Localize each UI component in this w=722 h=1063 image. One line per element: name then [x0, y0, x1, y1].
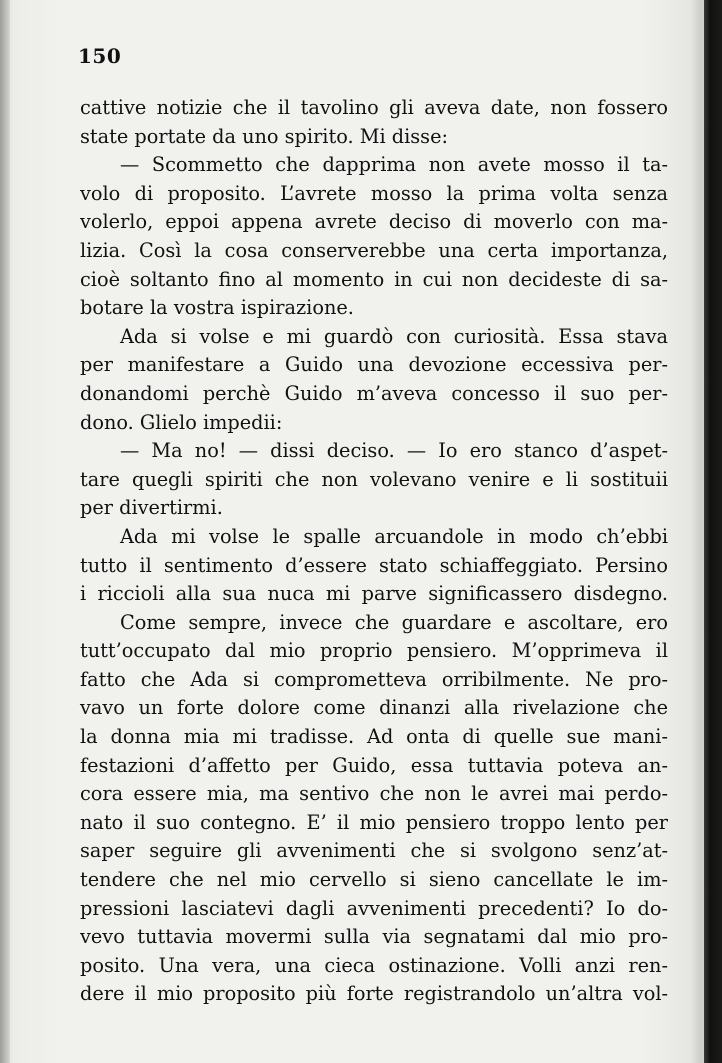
text-line: pressioni lasciatevi dagli avvenimenti precedenti? Io do-: [80, 896, 668, 920]
text-line: Ada si volse e mi guardò con curiosità. Essa stava: [120, 324, 668, 348]
page-number: 150: [78, 44, 122, 68]
text-line: per divertirmi.: [80, 496, 223, 520]
text-line: donandomi perchè Guido m’aveva concesso il suo per-: [80, 381, 668, 405]
page-edge: [704, 0, 722, 1063]
text-line: per manifestare a Guido una devozione eccessiva per-: [80, 353, 668, 377]
text-line: volerlo, eppoi appena avrete deciso di moverlo con ma-: [80, 210, 668, 234]
text-line: lizia. Così la cosa conserverebbe una certa importanza,: [80, 238, 668, 262]
text-line: Ada mi volse le spalle arcuandole in modo ch’ebbi: [120, 524, 668, 548]
text-line: i riccioli alla sua nuca mi parve significassero disdegno.: [80, 582, 668, 606]
text-line: state portate da uno spirito. Mi disse:: [80, 124, 448, 148]
text-line: tutt’occupato dal mio proprio pensiero. M’opprimeva il: [80, 639, 668, 663]
text-line: Come sempre, invece che guardare e ascoltare, ero: [120, 610, 668, 634]
text-line: festazioni d’affetto per Guido, essa tuttavia poteva an-: [80, 753, 668, 777]
text-line: dere il mio proposito più forte registrandolo un’altra vol-: [80, 982, 668, 1006]
text-line: cora essere mia, ma sentivo che non le avrei mai perdo-: [80, 782, 668, 806]
text-line: botare la vostra ispirazione.: [80, 296, 354, 320]
text-line: la donna mia mi tradisse. Ad onta di quelle sue mani-: [80, 725, 668, 749]
text-line: dono. Glielo impedii:: [80, 410, 283, 434]
text-line: cioè soltanto fino al momento in cui non decideste di sa-: [80, 267, 668, 291]
text-line: saper seguire gli avvenimenti che si svolgono senz’at-: [80, 839, 668, 863]
text-line: nato il suo contegno. E’ il mio pensiero troppo lento per: [80, 810, 668, 834]
text-line: volo di proposito. L’avrete mosso la prima volta senza: [80, 181, 668, 205]
text-line: tare quegli spiriti che non volevano venire e li sostituii: [80, 467, 668, 491]
body-text: [80, 94, 668, 1009]
text-line: posito. Una vera, una cieca ostinazione. Volli anzi ren-: [80, 953, 668, 977]
text-line: vevo tuttavia movermi sulla via segnatami dal mio pro-: [80, 925, 668, 949]
book-gutter-shadow: [0, 0, 10, 1063]
text-line: tutto il sentimento d’essere stato schiaffeggiato. Persino: [80, 553, 668, 577]
text-line: tendere che nel mio cervello si sieno cancellate le im-: [80, 868, 668, 892]
text-line: fatto che Ada si compromettevа orribilmente. Ne pro-: [80, 667, 668, 691]
text-line: — Scommetto che dapprima non avete mosso il ta-: [120, 153, 668, 177]
text-line: vavo un forte dolore come dinanzi alla rivelazione che: [80, 696, 668, 720]
text-line: cattive notizie che il tavolino gli aveva date, non fossero: [80, 96, 668, 119]
text-line: — Ma no! — dissi deciso. — Io ero stanco d’aspet-: [120, 439, 668, 463]
